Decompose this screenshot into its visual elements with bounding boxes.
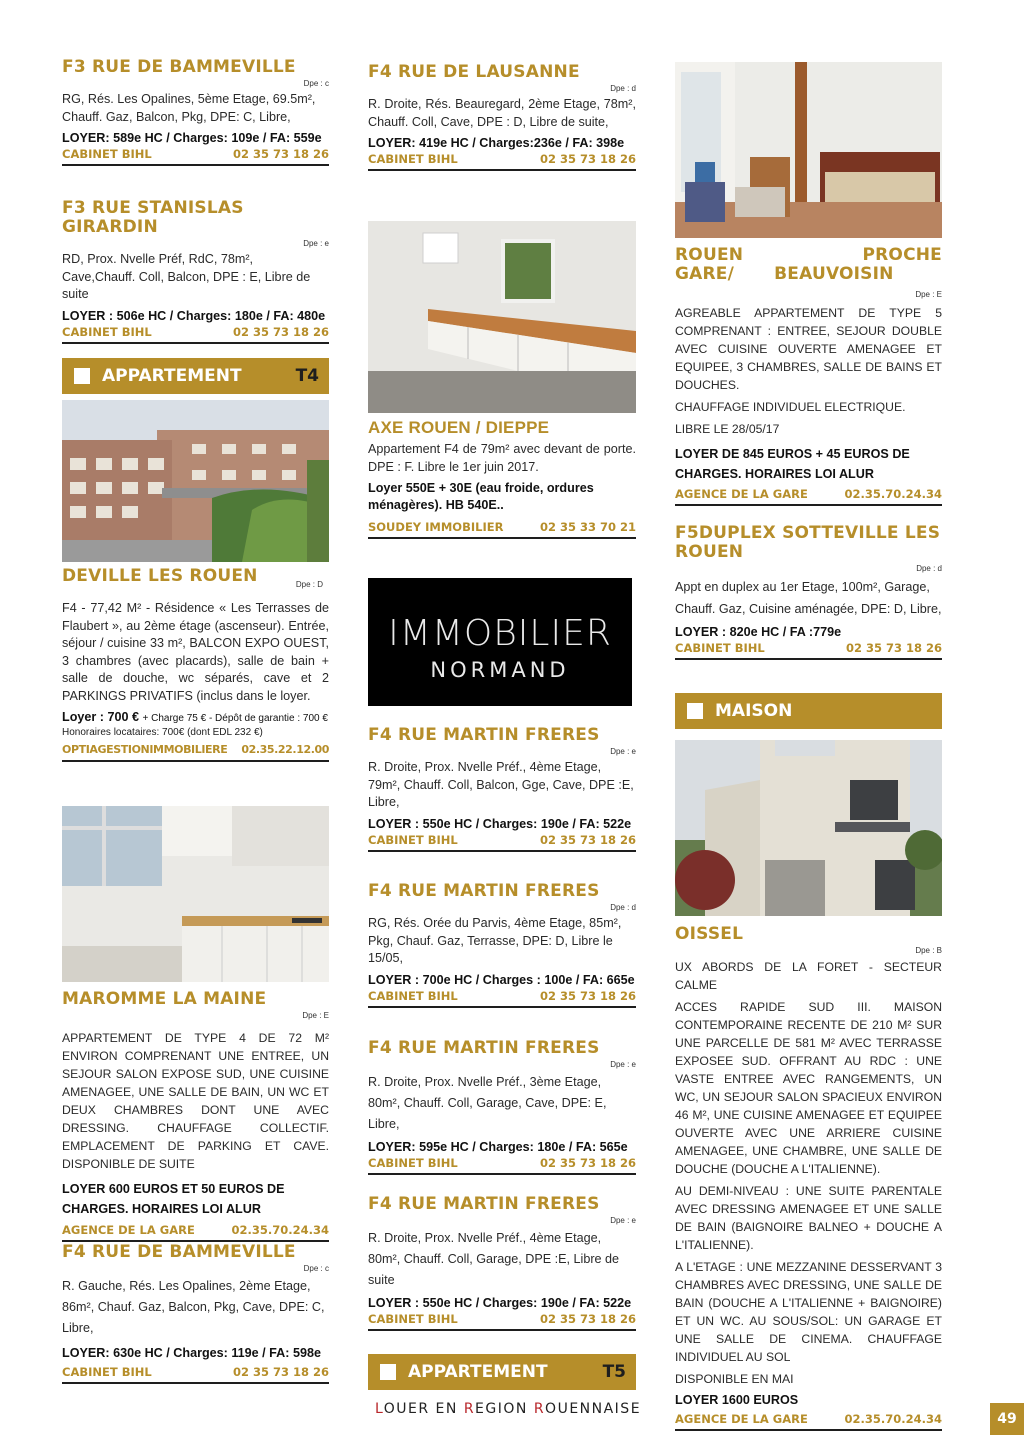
listing-f4-lausanne	[368, 63, 636, 171]
agency-phone: 02 35 73 18 26	[539, 1156, 636, 1170]
listing-dpe: Dpe : c	[303, 79, 329, 88]
agency-name: CABINET BIHL	[62, 324, 152, 339]
listing-rent: LOYER DE 845 EUROS + 45 EUROS DE CHARGES. HORAIRES LOI ALUR	[675, 447, 910, 481]
listing-title: F5DUPLEX SOTTEVILLE LES ROUEN	[675, 523, 941, 562]
agency-name: CABINET BIHL	[368, 832, 458, 847]
listing-dpe: Dpe : E	[302, 1011, 329, 1020]
listing-fees: Honoraires locataires: 700€ (dont EDL 232 €)	[62, 727, 263, 738]
bedroom-photo-art	[675, 62, 942, 238]
listing-rent: LOYER: 630e HC / Charges: 119e / FA: 598e	[62, 1346, 321, 1360]
listing-title: ROUEN PROCHE GARE/ BEAUVOISIN	[675, 245, 942, 284]
listing-agency	[62, 743, 329, 762]
listing-title: MAROMME LA MAINE	[62, 989, 267, 1009]
listing-f5duplex-sotteville	[675, 524, 942, 660]
listing-agency	[675, 1412, 942, 1431]
listing-f4-martin-freres-1	[368, 726, 636, 852]
listing-agency	[675, 487, 942, 506]
kitchen-photo	[62, 806, 329, 982]
kitchen-photo-art	[62, 806, 329, 982]
listing-dpe: Dpe : e	[303, 239, 329, 248]
listing-description: RG, Rés. Orée du Parvis, 4ème Etage, 85m², Pkg, Chauf. Gaz, Terrasse, DPE: D, Libre le 15/05,	[368, 916, 622, 965]
agency-name: OPTIAGESTIONIMMOBILIERE	[62, 743, 228, 756]
listing-agency	[62, 147, 329, 166]
listing-rouen-proche-gare	[675, 246, 942, 506]
listing-agency	[368, 152, 636, 171]
listing-f4-martin-freres-4	[368, 1195, 636, 1331]
listing-description: Appt en duplex au 1er Etage, 100m², Garage, Chauff. Gaz, Cuisine aménagée, DPE: D, Libre,	[675, 580, 942, 616]
agency-name: CABINET BIHL	[62, 147, 152, 161]
listing-agency	[368, 1156, 636, 1175]
listing-description: R. Gauche, Rés. Les Opalines, 2ème Etage, 86m², Chauf. Gaz, Balcon, Pkg, Cave, DPE: C, Libre,	[62, 1279, 325, 1335]
logo-line-2: NORMAND	[430, 658, 570, 682]
listing-f4-martin-freres-3	[368, 1039, 636, 1175]
agency-phone: 02 35 73 18 26	[232, 1365, 329, 1379]
agency-name: AGENCE DE LA GARE	[675, 1412, 808, 1426]
listing-description: RG, Rés. Les Opalines, 5ème Etage, 69.5m², Chauff. Gaz, Balcon, Pkg, DPE: C, Libre,	[62, 92, 316, 124]
kitchen-photo-dieppe-art	[368, 221, 636, 413]
listing-description: RD, Prox. Nvelle Préf, RdC, 78m², Cave,Chauff. Coll, Balcon, DPE : E, Libre de suite	[62, 252, 311, 301]
listing-f4-bammeville	[62, 1243, 329, 1384]
listing-rent-extra: + Charge 75 € - Dépôt de garantie : 700 €	[142, 713, 328, 724]
agency-name: AGENCE DE LA GARE	[675, 487, 808, 501]
agency-phone: 02 35 33 70 21	[539, 520, 636, 534]
agency-name: CABINET BIHL	[368, 988, 458, 1003]
listing-title: DEVILLE LES ROUEN	[62, 566, 258, 586]
listing-rent: LOYER: 595e HC / Charges: 180e / FA: 565e	[368, 1140, 628, 1154]
listing-f3-bammeville	[62, 58, 329, 166]
listing-rent-line	[62, 709, 329, 727]
listing-title: F3 RUE DE BAMMEVILLE	[62, 57, 296, 77]
listing-description: R. Droite, Prox. Nvelle Préf., 4ème Etage, 79m², Chauff. Coll, Balcon, Gge, Cave, DPE :E, Libre,	[368, 760, 634, 809]
agency-phone: 02 35 73 18 26	[845, 641, 942, 655]
banner-tag: T4	[295, 366, 319, 386]
listing-dpe: Dpe : d	[610, 84, 636, 93]
listing-agency	[62, 1223, 329, 1242]
listing-agency	[675, 641, 942, 660]
house-photo-art	[675, 740, 942, 916]
listing-description-etage: A L'ETAGE : UNE MEZZANINE DESSERVANT 3 CHAMBRES AVEC DRESSING, UNE SALLE DE BAIN (DOUCHE A L'ITALIENNE + BAIGNOIRE) ET UN WC. AU SOUS/SOL: UN GARAGE ET UNE SALLE DE CINEMA. CHAUFFAGE INDIVIDUEL AU SOL	[675, 1260, 942, 1364]
listing-dpe: Dpe : c	[303, 1264, 329, 1273]
listing-title: F4 RUE MARTIN FRERES	[368, 725, 600, 745]
agency-phone: 02.35.70.24.34	[844, 1412, 942, 1426]
listing-description: Appartement F4 de 79m² avec devant de porte. DPE : F. Libre le 1er juin 2017.	[368, 442, 636, 474]
listing-title: F4 RUE MARTIN FRERES	[368, 1194, 600, 1214]
banner-label: APPARTEMENT	[102, 366, 242, 386]
section-banner-maison	[675, 693, 942, 729]
listing-dpe: Dpe : d	[610, 903, 636, 912]
listing-dpe: Dpe : D	[295, 580, 323, 589]
listing-agency	[62, 325, 329, 344]
listing-maromme-la-maine	[62, 990, 329, 1242]
listing-agency	[368, 520, 636, 539]
listing-rent: LOYER : 550e HC / Charges: 190e / FA: 522e	[368, 1296, 632, 1310]
listing-rent: Loyer 550E + 30E (eau froide, ordures ménagères). HB 540E..	[368, 481, 594, 512]
footer-letter-r1: R	[463, 1401, 476, 1417]
agency-name: SOUDEY IMMOBILIER	[368, 520, 504, 534]
agency-name: CABINET BIHL	[368, 1156, 458, 1170]
agency-phone: 02.35.22.12.00	[241, 743, 329, 756]
listing-description-mezz: AU DEMI-NIVEAU : UNE SUITE PARENTALE AVEC DRESSING AMENAGEE ET UNE SALLE DE BAIN (BAIGNOIRE BALNEO + DOUCHE A L'ITALIENNE).	[675, 1184, 942, 1252]
agency-phone: 02 35 73 18 26	[539, 832, 636, 847]
listing-description-intro: UX ABORDS DE LA FORET - SECTEUR CALME	[675, 960, 942, 992]
listing-title: F4 RUE MARTIN FRERES	[368, 1038, 600, 1058]
listing-agency	[62, 1365, 329, 1384]
section-banner-appartement-t5	[368, 1354, 636, 1390]
section-banner-appartement-t4	[62, 358, 329, 394]
listing-title: AXE ROUEN / DIEPPE	[368, 418, 550, 437]
listing-dpe: Dpe : E	[915, 290, 942, 299]
square-icon	[687, 703, 703, 719]
immobilier-normand-logo	[368, 578, 632, 706]
agency-phone: 02.35.70.24.34	[844, 487, 942, 501]
listing-availability: LIBRE LE 28/05/17	[675, 422, 780, 436]
banner-tag: T5	[602, 1362, 626, 1382]
footer-title	[368, 1401, 648, 1417]
listing-availability: DISPONIBLE EN MAI	[675, 1372, 794, 1386]
listing-title: OISSEL	[675, 924, 744, 944]
listing-rent: LOYER : 550e HC / Charges: 190e / FA: 522e	[368, 816, 632, 831]
footer-text-1: OUER EN	[383, 1401, 464, 1417]
listing-f3-stanislas	[62, 199, 329, 344]
listing-description: AGREABLE APPARTEMENT DE TYPE 5 COMPRENANT : ENTREE, SEJOUR DOUBLE AVEC CUISINE OUVERTE AMENAGEE ET EQUIPEE, 3 CHAMBRES, SALLE DE BAINS ET DOUCHES.	[675, 306, 942, 392]
agency-phone: 02 35 73 18 26	[539, 152, 636, 166]
footer-text-3: OUENNAISE	[545, 1401, 642, 1417]
agency-name: CABINET BIHL	[62, 1365, 152, 1379]
listing-dpe: Dpe : B	[915, 946, 942, 955]
listing-description: R. Droite, Prox. Nvelle Préf., 4ème Etage, 80m², Chauff. Coll, Garage, DPE :E, Libre de suite	[368, 1231, 620, 1287]
banner-label: APPARTEMENT	[408, 1362, 548, 1382]
listing-agency	[368, 833, 636, 852]
building-photo	[62, 400, 329, 562]
footer-letter-r2: R	[533, 1401, 546, 1417]
listing-rent: LOYER 1600 EUROS	[675, 1393, 799, 1407]
listing-deville-les-rouen	[62, 567, 329, 762]
listing-description: ACCES RAPIDE SUD III. MAISON CONTEMPORAINE RECENTE DE 210 M² SUR UNE PARCELLE DE 581 M² AVEC TERRASSE EXPOSEE SUD. OFFRANT AU RDC : UNE VASTE ENTREE AVEC RANGEMENTS, UN WC, UN SEJOUR SALON SPACIEUX ENVIRON 46 M², UNE CUISINE AMENAGEE ET EQUIPEE OUVERTE AVEC UNE ARRIERE CUISINE AMENAGEE, UNE CHAMBRE, UNE SALLE DE DOUCHE (DOUCHE A L'ITALIENNE).	[675, 1000, 942, 1176]
agency-name: CABINET BIHL	[368, 1312, 458, 1326]
listing-rent: Loyer : 700 €	[62, 710, 140, 724]
listing-title: F3 RUE STANISLAS GIRARDIN	[62, 198, 244, 237]
agency-phone: 02.35.70.24.34	[231, 1223, 329, 1237]
listing-description: R. Droite, Rés. Beauregard, 2ème Etage, 78m², Chauff. Coll, Cave, DPE : D, Libre de suite,	[368, 97, 636, 129]
listing-f4-martin-freres-2	[368, 882, 636, 1008]
footer-letter-l: L	[374, 1401, 384, 1417]
listing-dpe: Dpe : e	[610, 1060, 636, 1069]
listing-rent: LOYER 600 EUROS ET 50 EUROS DE CHARGES. HORAIRES LOI ALUR	[62, 1182, 285, 1216]
logo-line-1: IMMOBILIER	[388, 613, 612, 654]
agency-phone: 02 35 73 18 26	[232, 324, 329, 339]
banner-label: MAISON	[715, 701, 793, 721]
agency-phone: 02 35 73 18 26	[539, 988, 636, 1003]
house-photo	[675, 740, 942, 916]
listing-agency	[368, 989, 636, 1008]
listing-rent: LOYER : 820e HC / FA :779e	[675, 625, 842, 639]
agency-name: CABINET BIHL	[675, 641, 765, 655]
listing-axe-rouen-dieppe	[368, 418, 636, 539]
agency-phone: 02 35 73 18 26	[539, 1312, 636, 1326]
building-photo-art	[62, 400, 329, 562]
listing-rent: LOYER: 419e HC / Charges:236e / FA: 398e	[368, 136, 625, 150]
listing-heating: CHAUFFAGE INDIVIDUEL ELECTRIQUE.	[675, 400, 906, 414]
listing-description: APPARTEMENT DE TYPE 4 DE 72 M² ENVIRON COMPRENANT UNE ENTREE, UN SEJOUR SALON EXPOSE SUD, UNE CUISINE AMENAGEE, UNE SALLE DE BAIN, UN WC ET DEUX CHAMBRES DONT UNE AVEC DRESSING. CHAUFFAGE COLLECTIF. EMPLACEMENT DE PARKING ET CAVE. DISPONIBLE DE SUITE	[62, 1031, 329, 1171]
listing-dpe: Dpe : e	[610, 1216, 636, 1225]
listing-dpe: Dpe : d	[916, 564, 942, 573]
listing-title: F4 RUE MARTIN FRERES	[368, 881, 600, 901]
listing-rent: LOYER: 589e HC / Charges: 109e / FA: 559e	[62, 131, 322, 145]
kitchen-photo-dieppe	[368, 221, 636, 413]
listing-title: F4 RUE DE LAUSANNE	[368, 62, 580, 82]
listing-description: R. Droite, Prox. Nvelle Préf., 3ème Etage, 80m², Chauff. Coll, Garage, Cave, DPE: E, Libre,	[368, 1075, 607, 1131]
listing-title: F4 RUE DE BAMMEVILLE	[62, 1242, 296, 1262]
footer-text-2: EGION	[475, 1401, 534, 1417]
listing-description: F4 - 77,42 M² - Résidence « Les Terrasses de Flaubert », au 2ème étage (ascenseur). Entrée, séjour / cuisine 33 m², BALCON EXPO OUEST, 3 chambres (avec placards), salle de bain + salle de douche, wc séparés, cave et 2 PARKINGS PRIVATIFS (inclus dans le loyer.	[62, 601, 329, 703]
listing-agency	[368, 1312, 636, 1331]
square-icon	[380, 1364, 396, 1380]
page-number: 49	[990, 1403, 1024, 1435]
agency-name: AGENCE DE LA GARE	[62, 1223, 195, 1237]
agency-phone: 02 35 73 18 26	[232, 147, 329, 161]
listing-oissel	[675, 925, 942, 1431]
listing-rent: LOYER : 506e HC / Charges: 180e / FA: 480e	[62, 308, 326, 323]
agency-name: CABINET BIHL	[368, 152, 458, 166]
square-icon	[74, 368, 90, 384]
bedroom-photo	[675, 62, 942, 238]
listing-rent: LOYER : 700e HC / Charges : 100e / FA: 665e	[368, 972, 635, 987]
listing-dpe: Dpe : e	[610, 747, 636, 756]
